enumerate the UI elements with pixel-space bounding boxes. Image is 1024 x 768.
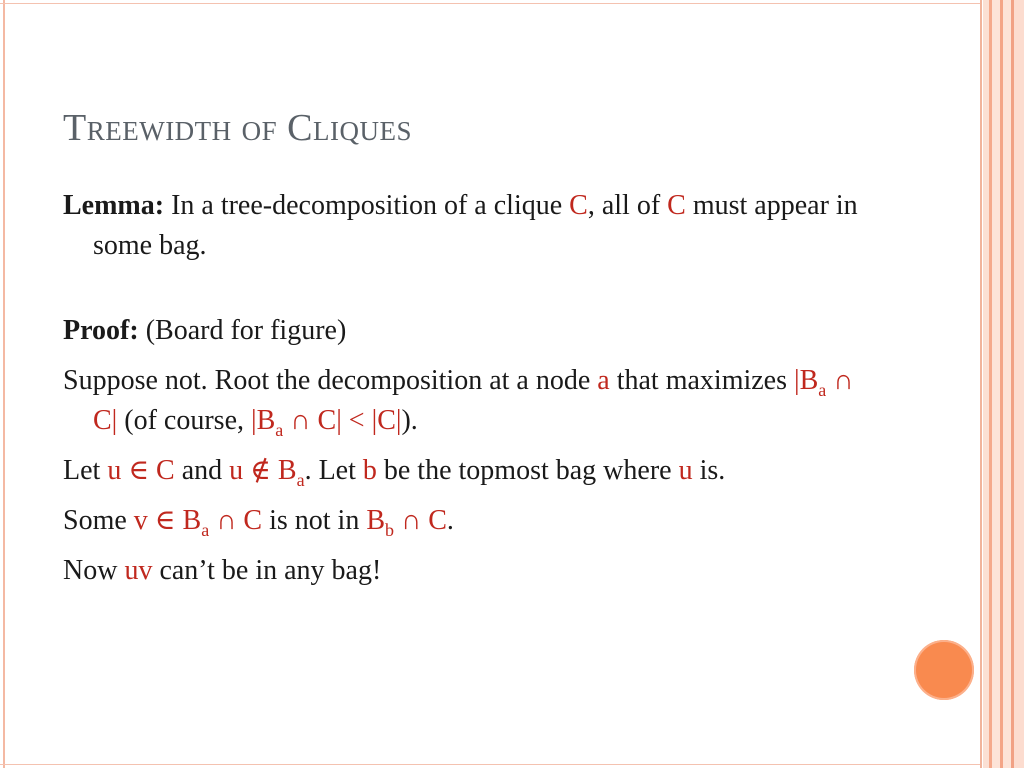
intersection-expr-2 bbox=[251, 405, 402, 440]
some-text-1: Some bbox=[63, 505, 134, 536]
lemma-text-3: must appear in some bag. bbox=[93, 190, 858, 261]
proof-label: Proof: bbox=[63, 315, 139, 346]
vertex-u: u bbox=[678, 455, 693, 486]
let-text-3: . Let bbox=[304, 455, 363, 486]
u-in-c-expr: u ∈ C bbox=[107, 455, 175, 486]
let-text-1: Let bbox=[63, 455, 108, 486]
proof-text: (Board for figure) bbox=[138, 315, 347, 346]
v-in-expr bbox=[133, 505, 263, 540]
edge-uv: uv bbox=[124, 555, 153, 586]
expr-subscript: a bbox=[275, 420, 284, 440]
bag-b: b bbox=[362, 455, 377, 486]
lemma-paragraph bbox=[63, 186, 883, 266]
lemma-text-2: , all of bbox=[587, 190, 668, 221]
expr-subscript: a bbox=[296, 470, 305, 490]
let-text-2: and bbox=[174, 455, 230, 486]
some-text-2: is not in bbox=[262, 505, 367, 536]
frame-left-edge bbox=[3, 0, 5, 768]
expr-part: |B bbox=[251, 405, 276, 436]
expr-part: ∩ C bbox=[209, 505, 263, 536]
expr-part: v ∈ B bbox=[133, 505, 202, 536]
suppose-paragraph bbox=[63, 361, 883, 441]
some-text-3: . bbox=[446, 505, 454, 536]
expr-part: |B bbox=[794, 365, 819, 396]
bb-intersection-expr bbox=[366, 505, 447, 540]
expr-part: ∩ C bbox=[394, 505, 447, 536]
now-text-1: Now bbox=[63, 555, 125, 586]
decor-stripe bbox=[1003, 0, 1011, 768]
let-text-4: be the topmost bag where bbox=[376, 455, 679, 486]
lemma-text-1: In a tree-decomposition of a clique bbox=[164, 190, 570, 221]
expr-part: ∩ C| < |C| bbox=[283, 405, 402, 436]
lemma-clique-symbol: C bbox=[569, 190, 588, 221]
proof-paragraph bbox=[63, 311, 883, 351]
lemma-clique-symbol-2: C bbox=[667, 190, 686, 221]
expr-part: ∩ C| bbox=[93, 365, 854, 436]
suppose-text-2: that maximizes bbox=[609, 365, 795, 396]
expr-subscript: a bbox=[818, 380, 827, 400]
frame-top-edge bbox=[0, 3, 980, 4]
let-paragraph bbox=[63, 451, 883, 491]
now-paragraph bbox=[63, 551, 883, 591]
expr-part: u ∉ B bbox=[229, 455, 297, 486]
decor-stripe bbox=[1014, 0, 1024, 768]
suppose-text-1: Suppose not. Root the decomposition at a node bbox=[63, 365, 598, 396]
expr-part: B bbox=[366, 505, 386, 536]
u-notin-ba-expr bbox=[229, 455, 305, 490]
decor-stripe bbox=[980, 0, 982, 768]
now-text-2: can’t be in any bag! bbox=[152, 555, 382, 586]
decor-circle bbox=[914, 640, 974, 700]
decor-stripe bbox=[992, 0, 1000, 768]
node-a: a bbox=[597, 365, 610, 396]
suppose-text-3: (of course, bbox=[117, 405, 252, 436]
some-paragraph bbox=[63, 501, 883, 541]
expr-subscript: b bbox=[385, 520, 395, 540]
slide-body bbox=[63, 186, 883, 591]
slide-title: Treewidth of Cliques bbox=[63, 107, 413, 149]
suppose-text-4: ). bbox=[401, 405, 418, 436]
expr-subscript: a bbox=[201, 520, 210, 540]
lemma-label: Lemma: bbox=[63, 190, 165, 221]
frame-bottom-edge bbox=[0, 764, 980, 765]
let-text-5: is. bbox=[692, 455, 726, 486]
